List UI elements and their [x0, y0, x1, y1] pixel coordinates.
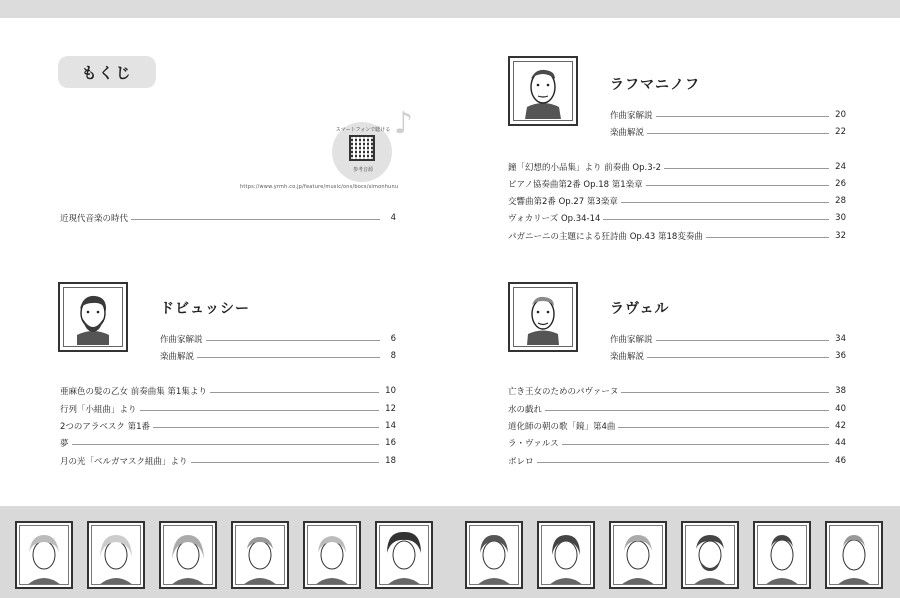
leader-line: [621, 392, 829, 393]
toc-entry-page: 34: [835, 334, 846, 344]
leader-line: [647, 133, 829, 134]
composer-face-icon: [827, 523, 881, 587]
leader-line: [140, 410, 380, 411]
toc-entry-title: 夢: [60, 439, 69, 449]
leader-line: [706, 237, 829, 238]
leader-line: [153, 427, 379, 428]
toc-entry-page: 46: [835, 456, 846, 466]
leader-line: [562, 444, 830, 445]
toc-entry-page: 4: [390, 213, 396, 223]
toc-entry-title: 亜麻色の髪の乙女 前奏曲集 第1集より: [60, 387, 207, 397]
toc-entry-page: 26: [835, 179, 846, 189]
toc-entry-title: 鐘「幻想的小品集」より 前奏曲 Op.3-2: [508, 163, 662, 173]
toc-entry-title: 行列「小組曲」より: [60, 405, 137, 415]
toc-title: もくじ: [58, 56, 156, 88]
toc-entry-title: 交響曲第2番 Op.27 第3楽章: [508, 197, 618, 207]
composer-name-debussy: ドビュッシー: [160, 301, 250, 317]
strip-portrait: [465, 521, 523, 589]
toc-entry-page: 12: [385, 404, 396, 414]
leader-line: [646, 185, 830, 186]
toc-entry[interactable]: [508, 435, 846, 451]
leader-line: [206, 340, 380, 341]
leader-line: [131, 219, 380, 220]
composer-face-icon: [89, 523, 143, 587]
toc-entry[interactable]: [60, 383, 396, 399]
toc-entry-title: 作曲家解説: [610, 111, 653, 121]
composer-name-rachmaninoff: ラフマニノフ: [610, 77, 700, 93]
toc-entry-page: 6: [390, 334, 396, 344]
strip-portrait: [231, 521, 289, 589]
toc-entry-page: 24: [835, 162, 846, 172]
composer-face-icon: [755, 523, 809, 587]
toc-entry[interactable]: [508, 159, 846, 175]
toc-entry-title: 水の戯れ: [508, 405, 543, 415]
composer-face-icon: [513, 287, 573, 347]
toc-entry[interactable]: [610, 331, 846, 347]
composer-face-icon: [539, 523, 593, 587]
toc-entry-page: 14: [385, 421, 396, 431]
toc-entry-title: ラ・ヴァルス: [508, 439, 559, 449]
toc-entry-page: 38: [835, 386, 846, 396]
strip-portrait: [825, 521, 883, 589]
toc-entry-title: ボレロ: [508, 457, 534, 467]
toc-entry[interactable]: [610, 348, 846, 364]
composer-face-icon: [161, 523, 215, 587]
strip-portrait: [87, 521, 145, 589]
toc-entry-page: 42: [835, 421, 846, 431]
toc-entry[interactable]: [508, 228, 846, 244]
top-gray-band: [0, 0, 900, 18]
composer-name-ravel: ラヴェル: [610, 301, 670, 317]
toc-entry-title: ヴォカリーズ Op.34-14: [508, 214, 601, 224]
portrait-rachmaninoff: [508, 56, 578, 126]
toc-entry[interactable]: [160, 331, 396, 347]
leader-line: [647, 357, 829, 358]
strip-portrait: [609, 521, 667, 589]
toc-entry-page: 30: [835, 213, 846, 223]
composer-face-icon: [683, 523, 737, 587]
toc-entry-title: ピアノ協奏曲第2番 Op.18 第1楽章: [508, 180, 643, 190]
toc-entry-page: 28: [835, 196, 846, 206]
composer-face-icon: [63, 287, 123, 347]
strip-portrait: [303, 521, 361, 589]
toc-entry[interactable]: [508, 210, 846, 226]
toc-entry-title: 亡き王女のためのパヴァーヌ: [508, 387, 619, 397]
toc-entry[interactable]: [60, 435, 396, 451]
toc-entry-page: 22: [835, 127, 846, 137]
toc-entry-title: 作曲家解説: [610, 335, 653, 345]
toc-entry[interactable]: [60, 418, 396, 434]
toc-entry[interactable]: [508, 383, 846, 399]
leader-line: [545, 410, 829, 411]
leader-line: [664, 168, 829, 169]
leader-line: [618, 427, 829, 428]
toc-entry-page: 36: [835, 351, 846, 361]
qr-url[interactable]: https://www.yrmh.co.jp/feature/music/ons/bocs/simonhunu: [240, 184, 399, 190]
toc-entry[interactable]: [60, 401, 396, 417]
portrait-debussy: [58, 282, 128, 352]
leader-line: [656, 116, 830, 117]
toc-entry-title: 道化師の朝の歌「鏡」第4曲: [508, 422, 616, 432]
toc-entry[interactable]: [60, 453, 396, 469]
music-note-icon: ♪: [394, 106, 414, 141]
toc-entry-title: 楽曲解説: [610, 128, 645, 138]
toc-entry-title: 2つのアラベスク 第1番: [60, 422, 151, 432]
toc-entry[interactable]: [610, 124, 846, 140]
toc-entry-page: 8: [390, 351, 396, 361]
composer-face-icon: [17, 523, 71, 587]
leader-line: [603, 219, 829, 220]
toc-entry[interactable]: [508, 193, 846, 209]
toc-entry[interactable]: [508, 418, 846, 434]
toc-entry-page: 16: [385, 438, 396, 448]
toc-entry[interactable]: [508, 401, 846, 417]
portrait-ravel: [508, 282, 578, 352]
toc-entry-title: 楽曲解説: [160, 352, 195, 362]
toc-entry-title: 作曲家解説: [160, 335, 203, 345]
leader-line: [72, 444, 380, 445]
composer-face-icon: [513, 61, 573, 121]
toc-entry-page: 10: [385, 386, 396, 396]
composer-face-icon: [467, 523, 521, 587]
composer-face-icon: [377, 523, 431, 587]
composer-face-icon: [305, 523, 359, 587]
toc-entry-title: 楽曲解説: [610, 352, 645, 362]
qr-subtitle: 参考音源: [352, 167, 373, 173]
strip-portrait: [753, 521, 811, 589]
strip-portrait: [681, 521, 739, 589]
composer-portrait-strip: [0, 506, 900, 598]
leader-line: [621, 202, 829, 203]
toc-entry-title: 近現代音楽の時代: [60, 214, 129, 224]
strip-portrait: [375, 521, 433, 589]
toc-entry[interactable]: [508, 453, 846, 469]
composer-face-icon: [611, 523, 665, 587]
toc-entry-page: 18: [385, 456, 396, 466]
leader-line: [210, 392, 379, 393]
toc-entry-page: 40: [835, 404, 846, 414]
toc-entry[interactable]: [508, 176, 846, 192]
toc-entry-page: 44: [835, 438, 846, 448]
qr-code-icon[interactable]: [351, 137, 373, 159]
toc-entry-intro[interactable]: [60, 210, 396, 226]
toc-entry-title: 月の光「ベルガマスク組曲」より: [60, 457, 188, 467]
leader-line: [656, 340, 830, 341]
strip-portrait: [537, 521, 595, 589]
toc-entry-title: パガニーニの主題による狂詩曲 Op.43 第18変奏曲: [508, 232, 703, 242]
toc-entry[interactable]: [160, 348, 396, 364]
strip-portrait: [159, 521, 217, 589]
toc-entry-page: 32: [835, 231, 846, 241]
toc-entry-page: 20: [835, 110, 846, 120]
leader-line: [537, 462, 830, 463]
leader-line: [191, 462, 380, 463]
composer-face-icon: [233, 523, 287, 587]
qr-title: スマートフォンで聴ける: [335, 127, 391, 133]
leader-line: [197, 357, 380, 358]
strip-portrait: [15, 521, 73, 589]
toc-entry[interactable]: [610, 107, 846, 123]
